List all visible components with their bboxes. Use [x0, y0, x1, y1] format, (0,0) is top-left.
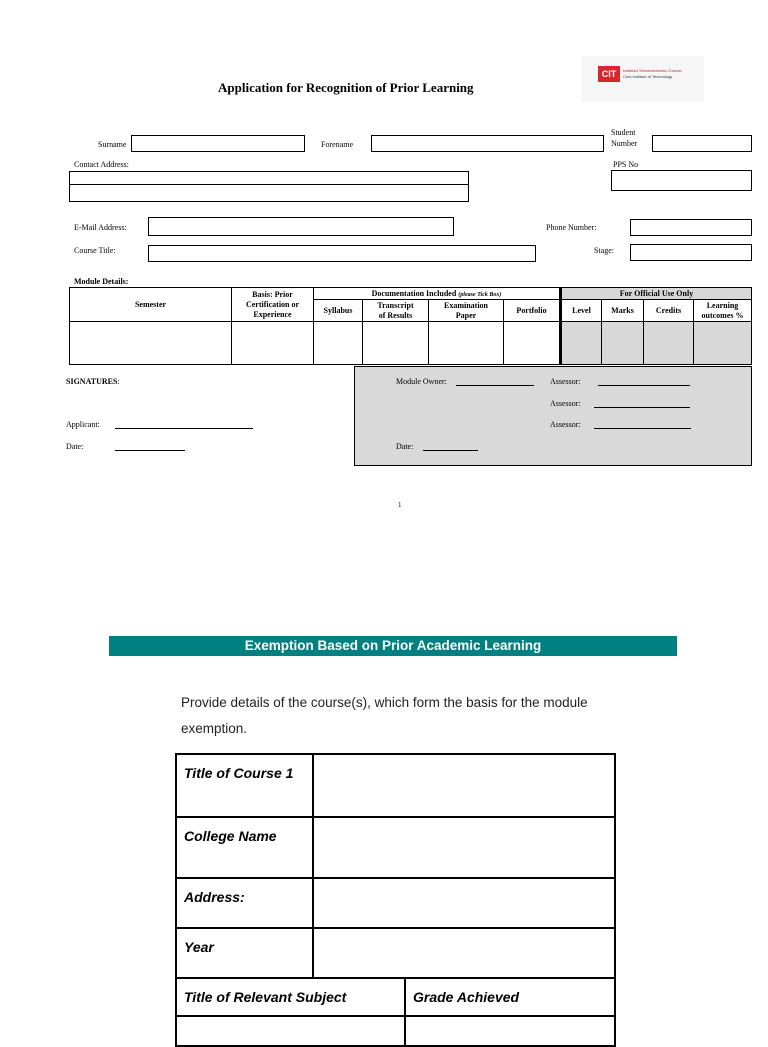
- date-signature-line[interactable]: [115, 442, 185, 451]
- assessor-line-2[interactable]: [594, 399, 690, 408]
- learning-outcomes-line1: Learning: [706, 300, 739, 310]
- page-number: 1: [398, 501, 402, 509]
- assessor-line-3[interactable]: [594, 420, 691, 429]
- address-label: Address:: [176, 878, 313, 928]
- documentation-header: [314, 288, 561, 300]
- exam-paper-header-line2: Paper: [455, 310, 477, 320]
- course-details-table: [175, 753, 616, 1047]
- module-details-table: [69, 287, 752, 365]
- assessor-label-2: Assessor:: [550, 399, 581, 408]
- signatures-heading: [66, 377, 120, 386]
- portfolio-cell[interactable]: [504, 322, 561, 365]
- learning-outcomes-line2: outcomes %: [701, 310, 744, 320]
- applicant-label: Applicant:: [66, 420, 100, 429]
- surname-label: Surname: [98, 140, 127, 149]
- email-label: E-Mail Address:: [74, 223, 127, 232]
- relevant-subject-header: Title of Relevant Subject: [176, 978, 405, 1016]
- level-header: Level: [561, 300, 602, 322]
- email-field[interactable]: [148, 217, 454, 236]
- student-number-label-1: Student: [611, 128, 636, 137]
- exemption-intro: Provide details of the course(s), which form the basis for the module exemption.: [181, 695, 588, 736]
- module-owner-label: Module Owner:: [396, 377, 447, 386]
- stage-label: Stage:: [594, 246, 614, 255]
- assessor-label-3: Assessor:: [550, 420, 581, 429]
- cit-logo-mark: CIT: [598, 66, 620, 82]
- documentation-header-label: Documentation Included: [371, 289, 457, 298]
- syllabus-header: Syllabus: [314, 300, 363, 322]
- year-label: Year: [176, 928, 313, 978]
- transcript-header-line1: Transcript: [377, 300, 414, 310]
- marks-header: Marks: [602, 300, 644, 322]
- transcript-header: [363, 300, 429, 322]
- level-cell[interactable]: [561, 322, 602, 365]
- course-title-field[interactable]: [148, 245, 536, 262]
- official-date-label: Date:: [396, 442, 414, 451]
- forename-label: Forename: [321, 140, 353, 149]
- learning-outcomes-cell[interactable]: [694, 322, 752, 365]
- learning-outcomes-header: [694, 300, 752, 322]
- credits-header: Credits: [644, 300, 694, 322]
- assessor-label-1: Assessor:: [550, 377, 581, 386]
- credits-cell[interactable]: [644, 322, 694, 365]
- cit-logo-english: Cork Institute of Technology: [623, 74, 673, 79]
- student-number-label-2: Number: [611, 139, 638, 148]
- relevant-subject-value[interactable]: [176, 1016, 405, 1046]
- official-use-header: For Official Use Only: [561, 288, 752, 300]
- cit-logo: [582, 56, 704, 102]
- signatures-heading-text: SIGNATURES: [66, 377, 118, 386]
- basis-cell[interactable]: [232, 322, 314, 365]
- documentation-header-note: (please Tick Box): [458, 292, 502, 298]
- pps-no-label: PPS No: [613, 160, 639, 169]
- basis-header-line3: Experience: [253, 309, 292, 319]
- college-name-label: College Name: [176, 817, 313, 878]
- stage-field[interactable]: [630, 244, 752, 261]
- portfolio-header: Portfolio: [504, 300, 561, 322]
- phone-field[interactable]: [630, 219, 752, 236]
- transcript-header-line2: of Results: [378, 310, 413, 320]
- transcript-cell[interactable]: [363, 322, 429, 365]
- form-title: Application for Recognition of Prior Learning: [218, 80, 474, 95]
- module-owner-line[interactable]: [456, 377, 534, 386]
- cit-logo-irish: Institiúid Teicneolaíochta Chorcaí: [623, 68, 682, 73]
- pps-no-field[interactable]: [611, 170, 752, 191]
- student-number-field[interactable]: [652, 135, 752, 152]
- college-name-value[interactable]: [313, 817, 615, 878]
- address-value[interactable]: [313, 878, 615, 928]
- assessor-line-1[interactable]: [598, 377, 690, 386]
- surname-field[interactable]: [131, 135, 305, 152]
- exemption-banner: Exemption Based on Prior Academic Learning: [109, 636, 677, 656]
- exam-paper-header: [429, 300, 504, 322]
- contact-address-field-1[interactable]: [69, 171, 469, 185]
- basis-header-line2: Certification or: [245, 299, 300, 309]
- contact-address-label: Contact Address:: [74, 160, 129, 169]
- year-value[interactable]: [313, 928, 615, 978]
- title-of-course-label: Title of Course 1: [176, 754, 313, 817]
- forename-field[interactable]: [371, 135, 604, 152]
- basis-header-line1: Basis: Prior: [252, 289, 293, 299]
- title-of-course-value[interactable]: [313, 754, 615, 817]
- contact-address-field-2[interactable]: [69, 184, 469, 202]
- course-title-label: Course Title:: [74, 246, 116, 255]
- exam-paper-header-line1: Examination: [443, 300, 488, 310]
- date-label: Date:: [66, 442, 84, 451]
- grade-achieved-header: Grade Achieved: [405, 978, 615, 1016]
- semester-cell[interactable]: [70, 322, 232, 365]
- marks-cell[interactable]: [602, 322, 644, 365]
- grade-achieved-value[interactable]: [405, 1016, 615, 1046]
- applicant-signature-line[interactable]: [115, 420, 253, 429]
- phone-label: Phone Number:: [546, 223, 597, 232]
- syllabus-cell[interactable]: [314, 322, 363, 365]
- official-date-line[interactable]: [423, 442, 478, 451]
- semester-header: Semester: [70, 288, 232, 322]
- basis-header: [232, 288, 314, 322]
- signatures-heading-colon: :: [117, 377, 120, 386]
- exam-paper-cell[interactable]: [429, 322, 504, 365]
- module-details-label: Module Details:: [74, 277, 129, 286]
